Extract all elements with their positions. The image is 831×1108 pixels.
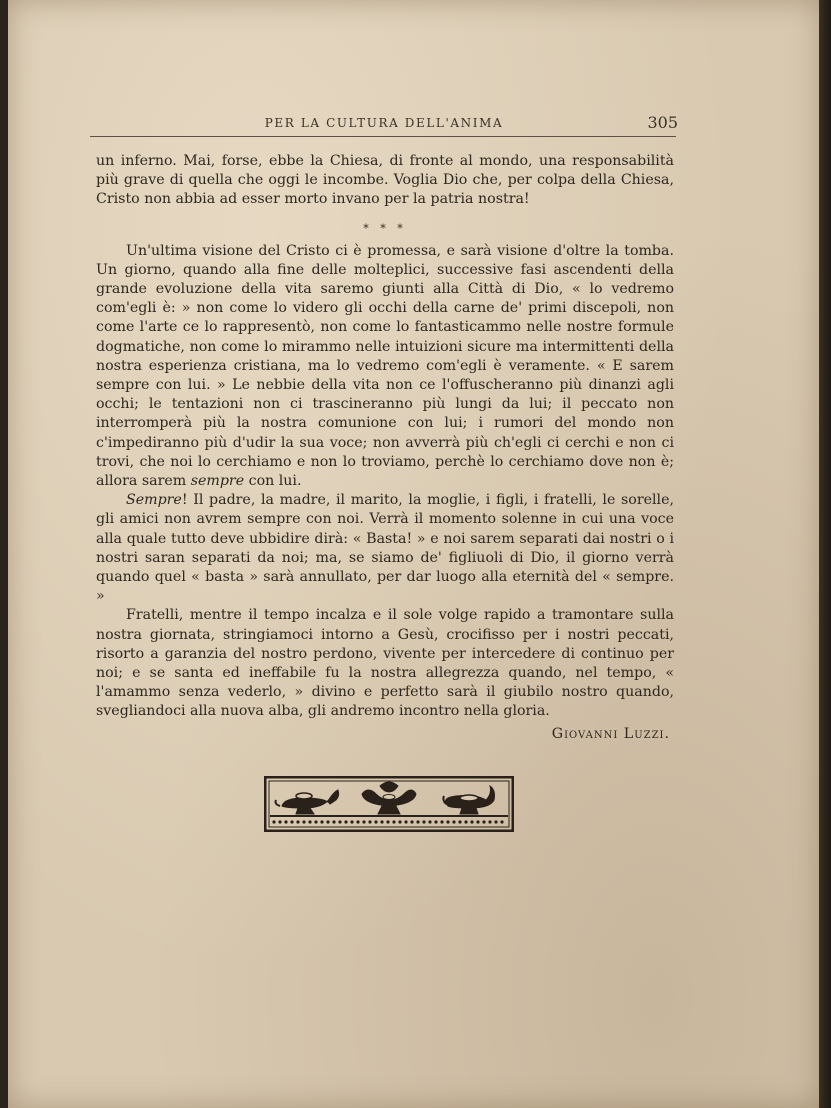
paragraph-2-end: con lui.: [244, 473, 302, 490]
body-text: [96, 152, 674, 744]
paragraph-2-text: Un'ultima visione del Cristo ci è promessa, e sarà visione d'oltre la tomba. Un giorno, quando alla fine delle molteplici, successive fasi ascendenti della grande evoluzione della vita saremo giunti alla Città di Dio, « lo vedremo com'egli è: » non come lo videro gli occhi della carne de' primi discepoli, non come l'arte ce lo rappresentò, non come lo fantasticammo nelle nostre formule dogmatiche, non come lo mirammo nelle intuizioni sicure ma intermittenti della nostra esperienza cristiana, ma lo vedremo com'egli è veramente. « E sarem sempre con lui. » Le nebbie della vita non ce l'offuscheranno più dinanzi agli occhi; le tentazioni non ci trascineranno più lungi da lui; il peccato non interromperà più la nostra comunione con lui; i rumori del mondo non c'impediranno più d'udir la sua voce; non avverrà più ch'egli ci cerchi e non ci trovi, che noi lo cerchiamo e non lo troviamo, perchè lo cerchiamo dove non è; allora sarem: [96, 242, 674, 490]
author-signature: Giovanni Luzzi.: [551, 725, 670, 742]
section-break: * * *: [363, 221, 407, 235]
page-header: [90, 113, 678, 137]
running-title: PER LA CULTURA DELL'ANIMA: [264, 116, 504, 130]
italic-lead-word: Sempre: [126, 492, 182, 509]
paragraph-2: [96, 242, 674, 492]
paragraph-3: [96, 491, 674, 606]
page-number: 305: [647, 113, 678, 132]
header-rule: [90, 136, 676, 137]
paragraph-4: Fratelli, mentre il tempo incalza e il sole volge rapido a tramontare sulla nostra giornata, stringiamoci intorno a Gesù, crocifisso per i nostri peccati, risorto a garanzia del nostro perdono, vivente per intercedere di continuo per noi; e se santa ed ineffabile fu la nostra allegrezza quando, nel tempo, « l'amammo senza vederlo, » divino e perfetto sarà il giubilo nostro quando, svegliandoci alla nuova alba, gli andremo incontro nella gloria.: [96, 607, 674, 720]
book-page: [8, 0, 820, 1108]
oil-lamps-frieze-icon: [264, 776, 514, 832]
paragraph-3-text: ! Il padre, la madre, il marito, la moglie, i figli, i fratelli, le sorelle, gli amici non avrem sempre con noi. Verrà il momento solenne in cui una voce alla quale tutto deve ubbidire dirà: « Basta! » e noi sarem separati dai nostri o i nostri saran separati da noi; ma, se siamo de' figliuoli di Dio, il giorno verrà quando quel « basta » sarà annullato, per dar luogo alla eternità del « sempre. »: [96, 492, 674, 605]
italic-word: sempre: [190, 473, 245, 490]
paragraph-1: un inferno. Mai, forse, ebbe la Chiesa, di fronte al mondo, una responsabilità più grave di quella che oggi le incombe. Voglia Dio che, per colpa della Chiesa, Cristo non abbia ad esser morto invano per la patria nostra!: [96, 153, 674, 208]
book-edge: [819, 0, 831, 1108]
